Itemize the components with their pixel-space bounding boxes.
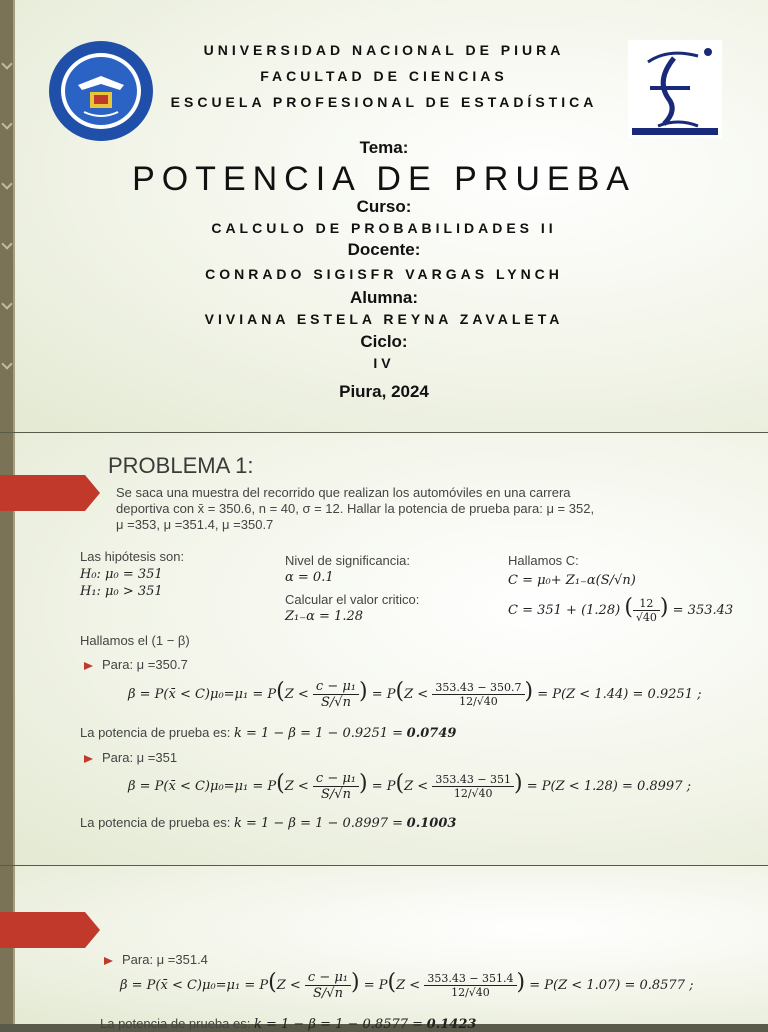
c-label: Hallamos C: (508, 553, 579, 568)
case-3-den: 12/√40 (451, 986, 490, 999)
z-frac-num: c − μ₁ (305, 970, 351, 986)
cover-slide (0, 0, 768, 432)
chevron-icon (3, 120, 12, 128)
critical-label: Calcular el valor critico: (285, 592, 420, 607)
curso-label: Curso: (356, 197, 412, 216)
beta-lhs: β = P(x̄ < C)μ₀=μ₁ = P (128, 779, 277, 794)
docente-label: Docente: (347, 240, 421, 259)
case-1-para: Para: μ =350.7 (102, 657, 188, 672)
bullet-arrow-icon (84, 662, 93, 670)
place-year: Piura, 2024 (339, 382, 429, 401)
case-2-den: 12/√40 (453, 787, 493, 800)
significance-label: Nivel de significancia: (285, 553, 411, 568)
problem-statement-line-3: μ =353, μ =351.4, μ =350.7 (116, 517, 274, 532)
chevron-icon (3, 60, 12, 68)
alumna-value: VIVIANA ESTELA REYNA ZAVALETA (204, 311, 564, 327)
c-numerator: 12 (633, 597, 660, 611)
z-frac-num: c − μ₁ (313, 771, 359, 787)
case-1-power (80, 725, 456, 741)
case-3-power (100, 1016, 476, 1032)
curso-value: CALCULO DE PROBABILIDADES II (211, 220, 557, 236)
case-3-num: 353.43 − 351.4 (424, 972, 516, 986)
c-denominator: √40 (635, 611, 657, 624)
problem-slide (0, 433, 768, 865)
power-text: La potencia de prueba es: (100, 1016, 251, 1031)
c-formula: C = μ₀+ Z₁₋α(S/√n) (508, 573, 636, 588)
document-title: POTENCIA DE PRUEBA (132, 160, 636, 198)
ciclo-label: Ciclo: (360, 332, 408, 351)
bullet-arrow-icon (104, 957, 113, 965)
tema-label: Tema: (359, 138, 409, 157)
continuation-slide (0, 866, 768, 1032)
power-eq: k = 1 − β = 1 − 0.8577 = (253, 1017, 424, 1032)
case-3-beta-equation: β = P(x̄ < C)μ₀=μ₁ = P(Z < $\frac{\text{c − μ₁}}{S/√n}$ ) = P(Z < $\frac{353.43 - 351.4}{12/√40}$ ) = P(Z < 1.07) = 0.8577 ; (120, 970, 694, 1001)
accent-arrow (0, 475, 100, 511)
alpha-value: α = 0.1 (285, 570, 334, 585)
z-frac-den: S/√n (321, 695, 351, 710)
ciclo-value: IV (373, 355, 395, 371)
power-text: La potencia de prueba es: (80, 725, 231, 740)
power-value: 0.1003 (406, 816, 457, 831)
case-1-result: = P(Z < 1.44) = 0.9251 ; (537, 687, 702, 702)
case-3-para: Para: μ =351.4 (122, 952, 208, 967)
power-text: La potencia de prueba es: (80, 815, 231, 830)
power-value: 0.0749 (406, 726, 457, 741)
c-calculation: C = 351 + (1.28) ( $\frac{12}{√40}$ ) = 353.43 (508, 595, 734, 624)
problem-statement-line-1: Se saca una muestra del recorrido que realizan los automóviles en una carrera (116, 485, 571, 500)
case-2-num: 353.43 − 351 (432, 773, 514, 787)
power-eq: k = 1 − β = 1 − 0.9251 = (233, 726, 404, 741)
alumna-label: Alumna: (350, 288, 418, 307)
accent-arrow (0, 912, 100, 948)
case-1-num: 353.43 − 350.7 (432, 681, 524, 695)
z-frac-num: c − μ₁ (313, 679, 359, 695)
case-2-power (80, 815, 456, 831)
case-1-beta-equation: β = P(x̄ < C)μ₀=μ₁ = P(Z < $\frac{\text{c − μ₁}}{S/√n}$ ) = P(Z < $\frac{353.43 - 350.7}{12/√40}$ ) = P(Z < 1.44) = 0.9251 ; (128, 679, 702, 710)
z-critical: Z₁₋α = 1.28 (285, 609, 363, 624)
beta-lhs: β = P(x̄ < C)μ₀=μ₁ = P (128, 687, 277, 702)
case-2-result: = P(Z < 1.28) = 0.8997 ; (526, 779, 691, 794)
h0: H₀: μ₀ = 351 (80, 567, 163, 582)
university-name: UNIVERSIDAD NACIONAL DE PIURA (203, 42, 565, 58)
bullet-arrow-icon (84, 755, 93, 763)
case-2-beta-equation: β = P(x̄ < C)μ₀=μ₁ = P(Z < $\frac{\text{c − μ₁}}{S/√n}$ ) = P(Z < $\frac{353.43 - 351}{12/√40}$ ) = P(Z < 1.28) = 0.8997 ; (128, 771, 691, 802)
z-frac-den: S/√n (321, 787, 351, 802)
case-3-result: = P(Z < 1.07) = 0.8577 ; (529, 978, 694, 993)
school-name: ESCUELA PROFESIONAL DE ESTADÍSTICA (170, 94, 598, 110)
docente-value: CONRADO SIGISFR VARGAS LYNCH (205, 266, 563, 282)
faculty-name: FACULTAD DE CIENCIAS (260, 68, 508, 84)
c-calc-text: C = 351 + (1.28) (508, 603, 621, 618)
h1: H₁: μ₀ > 351 (80, 584, 163, 599)
hypothesis-label: Las hipótesis son: (80, 549, 185, 564)
z-frac-den: S/√n (313, 986, 343, 1001)
beta-lhs: β = P(x̄ < C)μ₀=μ₁ = P (120, 978, 269, 993)
problem-statement-line-2: deportiva con x̄ = 350.6, n = 40, σ = 12. Hallar la potencia de prueba para: μ = 352, (116, 501, 595, 516)
beta-label: Hallamos el (1 − β) (80, 633, 190, 648)
case-1-den: 12/√40 (459, 695, 498, 708)
problem-heading: PROBLEMA 1: (108, 453, 254, 478)
power-value: 0.1423 (426, 1017, 477, 1032)
power-eq: k = 1 − β = 1 − 0.8997 = (233, 816, 404, 831)
case-2-para: Para: μ =351 (102, 750, 178, 765)
c-result: = 353.43 (672, 603, 734, 618)
